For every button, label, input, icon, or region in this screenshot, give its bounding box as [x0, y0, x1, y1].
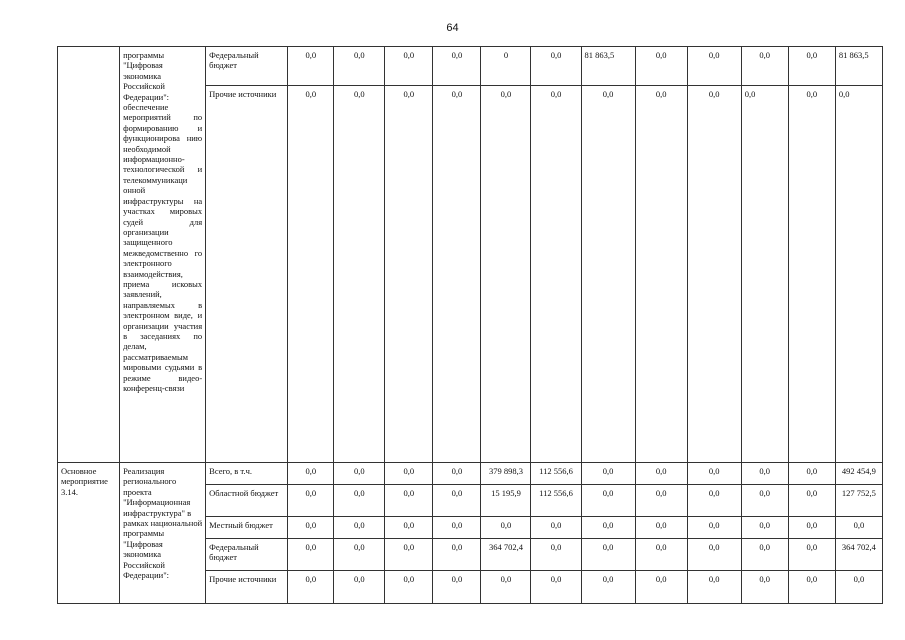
page-number: 64 [446, 22, 459, 34]
value-cell: 0,0 [433, 571, 481, 604]
value-cell: 0,0 [581, 463, 635, 485]
funding-source: Всего, в т.ч. [206, 463, 288, 485]
value-cell: 0,0 [741, 539, 788, 571]
value-cell: 0,0 [635, 517, 687, 539]
value-cell: 0,0 [788, 86, 835, 463]
measure-id-cell [58, 47, 120, 463]
value-cell: 0,0 [687, 485, 741, 517]
value-cell: 0,0 [835, 517, 882, 539]
value-cell: 0,0 [531, 47, 581, 86]
value-cell: 0,0 [433, 517, 481, 539]
value-cell: 0,0 [288, 463, 334, 485]
value-cell: 0,0 [531, 86, 581, 463]
value-cell: 0,0 [741, 463, 788, 485]
measure-description: программы "Цифровая экономика Российской Федерации": обеспечение мероприятий по формированию и функционирова нию необходимой информационно-технологической и телекоммуникаци онной инфраструктуры на участках мировых судей для организации защищенного межведомственно го электронного взаимодействия, приема исковых заявлений, направляемых в электронном виде, и организации участия в заседаниях по делам, рассматриваемым мировыми судьями в режиме видео-конференц-связи [120, 47, 206, 463]
value-cell: 0,0 [334, 86, 385, 463]
value-cell: 0,0 [288, 47, 334, 86]
value-cell: 0,0 [385, 463, 433, 485]
value-cell: 0,0 [334, 571, 385, 604]
measure-description: Реализация регионального проекта "Информационная инфраструктура" в рамках национальной программы "Цифровая экономика Российской Федерации": [120, 463, 206, 604]
value-cell: 0,0 [481, 517, 531, 539]
value-cell: 0,0 [288, 485, 334, 517]
value-cell: 81 863,5 [835, 47, 882, 86]
funding-source: Прочие источники [206, 86, 288, 463]
value-cell: 0,0 [741, 485, 788, 517]
value-cell: 0,0 [531, 539, 581, 571]
value-cell: 112 556,6 [531, 463, 581, 485]
value-cell: 0,0 [687, 47, 741, 86]
value-cell: 0,0 [788, 517, 835, 539]
value-cell: 0,0 [581, 517, 635, 539]
budget-table [57, 46, 883, 604]
value-cell: 0,0 [635, 86, 687, 463]
value-cell: 0,0 [581, 571, 635, 604]
value-cell: 0,0 [635, 539, 687, 571]
value-cell: 0,0 [481, 86, 531, 463]
value-cell: 0,0 [531, 571, 581, 604]
value-cell: 0,0 [635, 571, 687, 604]
value-cell: 492 454,9 [835, 463, 882, 485]
value-cell: 0,0 [433, 86, 481, 463]
value-cell: 0,0 [635, 47, 687, 86]
value-cell: 0,0 [385, 517, 433, 539]
value-cell: 0,0 [385, 539, 433, 571]
value-cell: 0,0 [334, 517, 385, 539]
value-cell: 0,0 [385, 571, 433, 604]
value-cell: 0,0 [481, 571, 531, 604]
value-cell: 0,0 [788, 539, 835, 571]
value-cell: 0,0 [334, 485, 385, 517]
value-cell: 0,0 [687, 571, 741, 604]
table-row [58, 463, 883, 485]
value-cell: 0,0 [385, 47, 433, 86]
value-cell: 0,0 [788, 47, 835, 86]
value-cell: 0,0 [788, 485, 835, 517]
value-cell: 0 [481, 47, 531, 86]
value-cell: 0,0 [334, 539, 385, 571]
value-cell: 0,0 [741, 47, 788, 86]
value-cell: 15 195,9 [481, 485, 531, 517]
value-cell: 112 556,6 [531, 485, 581, 517]
value-cell: 0,0 [581, 539, 635, 571]
value-cell: 0,0 [531, 517, 581, 539]
funding-source: Прочие источники [206, 571, 288, 604]
value-cell: 0,0 [835, 571, 882, 604]
value-cell: 0,0 [288, 539, 334, 571]
value-cell: 0,0 [635, 485, 687, 517]
value-cell: 379 898,3 [481, 463, 531, 485]
value-cell: 364 702,4 [835, 539, 882, 571]
value-cell: 0,0 [788, 463, 835, 485]
value-cell: 0,0 [581, 86, 635, 463]
value-cell: 0,0 [835, 86, 882, 463]
value-cell: 0,0 [288, 571, 334, 604]
value-cell: 0,0 [288, 86, 334, 463]
value-cell: 0,0 [433, 463, 481, 485]
value-cell: 0,0 [687, 463, 741, 485]
value-cell: 0,0 [433, 485, 481, 517]
value-cell: 127 752,5 [835, 485, 882, 517]
value-cell: 364 702,4 [481, 539, 531, 571]
measure-id: Основное мероприятие 3.14. [58, 463, 120, 604]
value-cell: 0,0 [433, 539, 481, 571]
value-cell: 0,0 [635, 463, 687, 485]
value-cell: 0,0 [687, 86, 741, 463]
funding-source: Федеральный бюджет [206, 47, 288, 86]
value-cell: 0,0 [334, 463, 385, 485]
value-cell: 0,0 [687, 539, 741, 571]
funding-source: Федеральный бюджет [206, 539, 288, 571]
value-cell: 0,0 [385, 86, 433, 463]
value-cell: 0,0 [741, 86, 788, 463]
value-cell: 0,0 [288, 517, 334, 539]
funding-source: Областной бюджет [206, 485, 288, 517]
funding-source: Местный бюджет [206, 517, 288, 539]
value-cell: 0,0 [741, 571, 788, 604]
table-row [58, 47, 883, 86]
value-cell: 81 863,5 [581, 47, 635, 86]
value-cell: 0,0 [433, 47, 481, 86]
value-cell: 0,0 [687, 517, 741, 539]
value-cell: 0,0 [741, 517, 788, 539]
value-cell: 0,0 [385, 485, 433, 517]
value-cell: 0,0 [581, 485, 635, 517]
value-cell: 0,0 [788, 571, 835, 604]
value-cell: 0,0 [334, 47, 385, 86]
